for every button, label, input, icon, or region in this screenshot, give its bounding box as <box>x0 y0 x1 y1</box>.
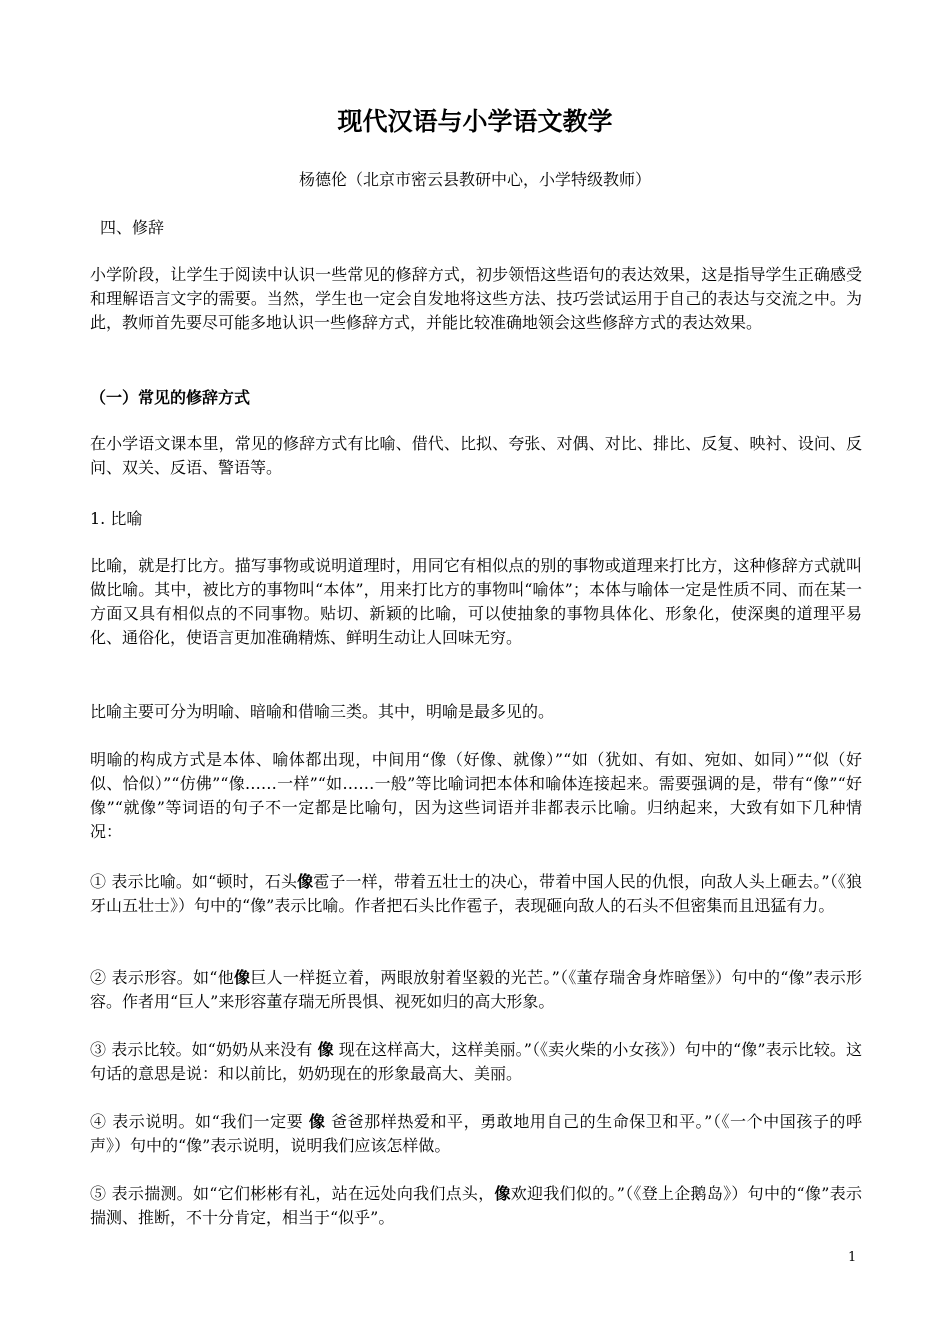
intro-paragraph: 小学阶段，让学生于阅读中认识一些常见的修辞方式，初步领悟这些语句的表达效果，这是指导学生正确感受和理解语言文字的需要。当然，学生也一定会自发地将这些方法、技巧尝试运用于自己的表达与交流之中。为此，教师首先要尽可能多地认识一些修辞方式，并能比较准确地领会这些修辞方式的表达效果。 <box>90 265 862 332</box>
case-keyword: 像 <box>494 1184 511 1203</box>
case-keyword: 像 <box>234 968 251 987</box>
document-title: 现代汉语与小学语文教学 <box>337 107 613 136</box>
case-text-before: ⑤ 表示揣测。如“它们彬彬有礼，站在远处向我们点头， <box>90 1184 495 1203</box>
case-text-after: 欢迎我们似的。”（《登上企鹅岛》）句中的“像”表示揣测、推断，不十分肯定，相当于“似乎”。 <box>90 1184 862 1227</box>
section-heading: 四、修辞 <box>100 218 165 237</box>
simile-paragraph: 明喻的构成方式是本体、喻体都出现，中间用“像（好像、就像）”“如（犹如、有如、宛如、如同）”“似（好似、恰似）”“仿佛”“像……一样”“如……一般”等比喻词把本体和喻体连接起来。需要强调的是，带有“像”“好像”“就像”等词语的句子不一定都是比喻句，因为这些词语并非都表示比喻。归纳起来，大致有如下几种情况： <box>90 750 862 841</box>
item-heading-metaphor: 1. 比喻 <box>90 509 143 528</box>
page-number: 1 <box>848 1250 857 1265</box>
case-keyword: 像 <box>308 1112 326 1131</box>
metaphor-types-paragraph: 比喻主要可分为明喻、暗喻和借喻三类。其中，明喻是最多见的。 <box>90 702 555 721</box>
case-keyword: 像 <box>297 872 314 891</box>
case-text-after: 爸爸那样热爱和平，勇敢地用自己的生命保卫和平。”（《一个中国孩子的呼声》）句中的“像”表示说明，说明我们应该怎样做。 <box>90 1112 862 1155</box>
subheading-common-rhetoric: （一）常见的修辞方式 <box>90 388 251 407</box>
case-text-before: ④ 表示说明。如“我们一定要 <box>90 1112 309 1131</box>
case-comparison <box>90 1038 862 1086</box>
case-text-after: 雹子一样，带着五壮士的决心，带着中国人民的仇恨，向敌人头上砸去。”（《狼牙山五壮士》）句中的“像”表示比喻。作者把石头比作雹子，表现砸向敌人的石头不但密集而且迅猛有力。 <box>90 872 862 915</box>
case-speculation <box>90 1182 862 1230</box>
case-text-before: ③ 表示比较。如“奶奶从来没有 <box>90 1040 318 1059</box>
case-metaphor <box>90 870 862 918</box>
case-text-after: 现在这样高大，这样美丽。”（《卖火柴的小女孩》）句中的“像”表示比较。这句话的意思是说：和以前比，奶奶现在的形象最高大、美丽。 <box>90 1040 862 1083</box>
case-text-before: ① 表示比喻。如“顿时，石头 <box>90 872 298 891</box>
common-rhetoric-paragraph: 在小学语文课本里，常见的修辞方式有比喻、借代、比拟、夸张、对偶、对比、排比、反复、映衬、设问、反问、双关、反语、警语等。 <box>90 434 862 477</box>
case-explanation <box>90 1110 862 1158</box>
case-text-after: 巨人一样挺立着，两眼放射着坚毅的光芒。”（《董存瑞舍身炸暗堡》）句中的“像”表示形容。作者用“巨人”来形容董存瑞无所畏惧、视死如归的高大形象。 <box>90 968 862 1011</box>
case-text-before: ② 表示形容。如“他 <box>90 968 235 987</box>
metaphor-definition-paragraph: 比喻，就是打比方。描写事物或说明道理时，用同它有相似点的别的事物或道理来打比方，这种修辞方式就叫做比喻。其中，被比方的事物叫“本体”，用来打比方的事物叫“喻体”；本体与喻体一定是性质不同、而在某一方面又具有相似点的不同事物。贴切、新颖的比喻，可以使抽象的事物具体化、形象化，使深奥的道理平易化、通俗化，使语言更加准确精炼、鲜明生动让人回味无穷。 <box>90 556 862 647</box>
case-description <box>90 966 862 1014</box>
author-line: 杨德伦（北京市密云县教研中心，小学特级教师） <box>298 170 651 189</box>
case-keyword: 像 <box>317 1040 334 1059</box>
